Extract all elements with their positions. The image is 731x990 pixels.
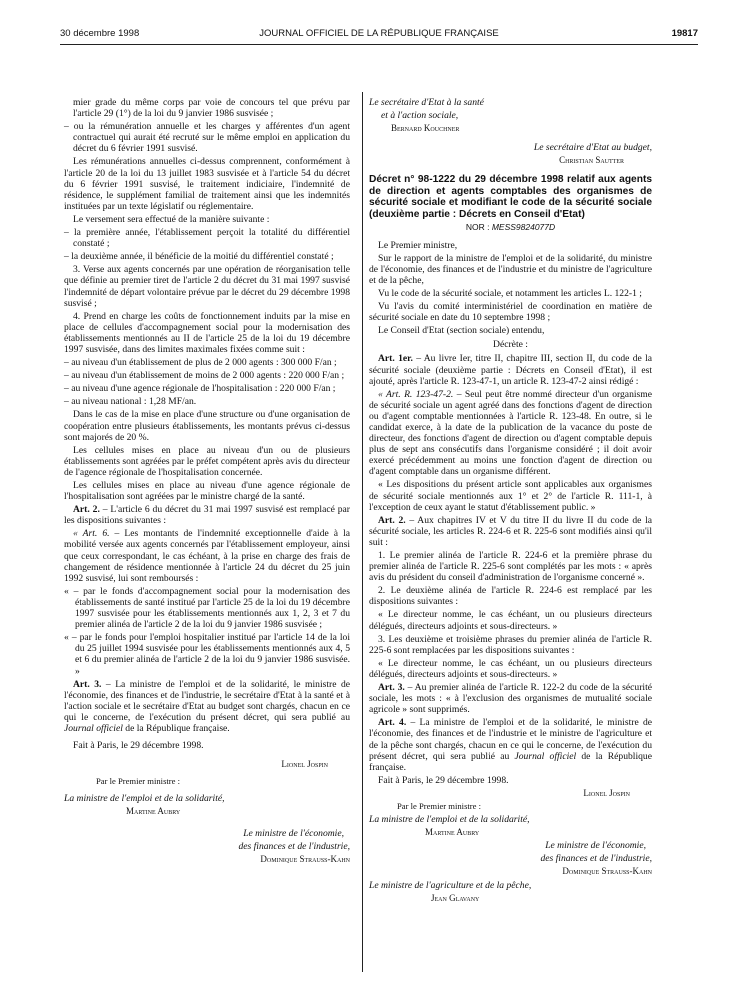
right-column — [369, 97, 652, 906]
list-item: – la première année, l'établissement perçoit la totalité du différentiel constaté ; — [64, 227, 350, 250]
signature-strauss-kahn: Dominique Strauss-Kahn — [260, 853, 350, 864]
signatory-title: et à l'action sociale, — [381, 110, 459, 122]
header-rule — [60, 44, 698, 45]
list-item: – au niveau d'un établissement de moins de 2 000 agents : 220 000 F/an ; — [64, 370, 345, 382]
article-label: Art. 2. — [378, 514, 406, 526]
header-date: 30 décembre 1998 — [60, 28, 140, 39]
paragraph: « Le directeur nomme, le cas échéant, un ou plusieurs directeurs délégués, directeurs adjoints et sous-directeurs. » — [369, 609, 652, 632]
signatory-title: Le ministre de l'économie, — [243, 827, 344, 839]
article-1 — [369, 353, 652, 386]
nor-reference — [369, 222, 652, 233]
signature-strauss-kahn: Dominique Strauss-Kahn — [562, 866, 652, 877]
article-2 — [64, 504, 350, 526]
decrete: Décrète : — [493, 339, 528, 351]
signatory-title: Le secrétaire d'Etat à la santé — [369, 97, 484, 108]
list-item: – ou la rémunération annuelle et les charges y afférentes d'un agent contractuel qui aurait été recruté sur le même emploi en application du décret du 6 février 1991 susvisé. — [64, 121, 350, 155]
fait-a-paris: Fait à Paris, le 29 décembre 1998. — [378, 774, 509, 786]
article-text: de la République française. — [369, 750, 652, 773]
page-header — [60, 28, 698, 42]
nor-code: MESS9824077D — [491, 222, 556, 233]
article-text: – La ministre de l'emploi et de la solidarité, le ministre de l'économie, des finances et de l'industrie et le ministre de l'agriculture et de la pêche sont chargés, chacun en ce qui le concerne, de l'exécution du présent décret, qui sera publié au — [369, 717, 652, 762]
article-text: – L'article 6 du décret du 31 mai 1997 susvisé est remplacé par les dispositions suivantes : — [64, 504, 350, 527]
paragraph: Vu le code de la sécurité sociale, et notamment les articles L. 122-1 ; — [378, 287, 642, 299]
signature-sautter: Christian Sautter — [559, 155, 624, 166]
par-premier-ministre: Par le Premier ministre : — [96, 776, 181, 787]
list-item: – au niveau d'une agence régionale de l'hospitalisation : 220 000 F/an ; — [64, 383, 336, 395]
paragraph: 1. Le premier alinéa de l'article R. 224-6 et la première phrase du premier alinéa de l'article R. 225-6 sont complétés par les mots : « après avis du président du conseil d'administration de l'organisme concerné ». — [369, 550, 652, 584]
article-4 — [369, 717, 652, 772]
decree-title: Décret n° 98-1222 du 29 décembre 1998 relatif aux agents de direction et agents comptables des organismes de sécurité sociale et modifiant le code de la sécurité sociale (deuxième partie : Décrets en Conseil d'Etat) — [369, 174, 652, 220]
article-text: – Au livre Ier, titre II, chapitre III, section II, du code de la sécurité sociale (deuxième partie : Décrets en Conseil d'Etat), il est ajouté, après l'article R. 123-47-1, un article R. 123-47-2 ainsi rédigé : — [369, 353, 652, 387]
signature-glavany: Jean Glavany — [431, 892, 480, 903]
paragraph: Les cellules mises en place au niveau d'une agence régionale de l'hospitalisation sont agréées par le ministre chargé de la santé. — [64, 480, 350, 503]
journal-ref: Journal officiel — [64, 722, 123, 734]
list-item: – au niveau national : 1,28 MF/an. — [64, 396, 197, 408]
article-6 — [64, 528, 350, 583]
paragraph: 3. Verse aux agents concernés par une opération de réorganisation telle que définie au premier tiret de l'article 2 du décret du 31 mai 1997 susvisé l'indemnité de départ volontaire prévue par le décret du 29 décembre 1998 susvisé ; — [64, 264, 350, 309]
article-text: – Au premier alinéa de l'article R. 122-2 du code de la sécurité sociale, les mots : « à l'exclusion des organismes de mutualité sociale agricole » sont supprimés. — [369, 682, 653, 716]
paragraph: Le versement sera effectué de la manière suivante : — [73, 213, 270, 225]
article-text: – Les montants de l'indemnité exceptionnelle d'aide à la mobilité versée aux agents concernés par l'établissement employeur, ainsi que ceux correspondant, le cas échéant, à la prise en charge des frais de changement de résidence mentionnée à l'article 24 du décret du 25 juin 1992 susvisé, lui sont remboursés : — [64, 528, 350, 584]
paragraph: « Les dispositions du présent article sont applicables aux organismes de sécurité sociale mentionnés aux 1° et 2° de l'article R. 111-1, à l'exception de ceux ayant le statut d'établissement public. » — [369, 479, 652, 513]
article-label: « Art. 6. — [73, 528, 110, 540]
paragraph: 3. Les deuxième et troisième phrases du premier alinéa de l'article R. 225-6 sont remplacées par les dispositions suivantes : — [369, 633, 652, 656]
paragraph: Les rémunérations annuelles ci-dessus comprennent, conformément à l'article 20 de la loi du 13 juillet 1983 susvisée et à l'article 54 du décret du 6 février 1991 susvisé, le traitement indiciaire, l'indemnité de résidence, le supplément familial de traitement ainsi que les indemnités instituées par un texte législatif ou réglementaire. — [64, 156, 350, 212]
article-label: Art. 4. — [378, 717, 407, 729]
article-label: « Art. R. 123-47-2. — [378, 388, 454, 400]
paragraph: Sur le rapport de la ministre de l'emploi et de la solidarité, du ministre de l'économie, des finances et de l'industrie et du ministre de l'agriculture et de la pêche, — [369, 252, 652, 286]
list-item: – la deuxième année, il bénéficie de la moitié du différentiel constaté ; — [64, 251, 334, 263]
signature-pm: Lionel Jospin — [281, 759, 328, 770]
article-r-123-47-2 — [369, 389, 652, 478]
paragraph: « Le directeur nomme, le cas échéant, un ou plusieurs directeurs délégués, directeurs adjoints et sous-directeurs. » — [369, 657, 652, 680]
article-label: Art. 2. — [73, 504, 100, 516]
paragraph: Le Premier ministre, — [378, 239, 458, 251]
paragraph: Dans le cas de la mise en place d'une structure ou d'une organisation de coopération entre plusieurs établissements, les montants prévus ci-dessus sont majorés de 20 %. — [64, 409, 350, 443]
column-divider — [362, 92, 363, 972]
paragraph: 2. Le deuxième alinéa de l'article R. 224-6 est remplacé par les dispositions suivantes : — [369, 585, 652, 608]
article-text: – Aux chapitres IV et V du titre II du livre II du code de la sécurité sociale, les articles R. 224-6 et R. 225-6 sont modifiés ainsi qu'il suit : — [369, 514, 652, 548]
header-journal-title: JOURNAL OFFICIEL DE LA RÉPUBLIQUE FRANÇAISE — [259, 28, 499, 39]
journal-ref: Journal officiel — [514, 750, 577, 762]
list-item: – au niveau d'un établissement de plus de 2 000 agents : 300 000 F/an ; — [64, 357, 337, 369]
header-page-number: 19817 — [671, 28, 698, 39]
article-label: Art. 1er. — [378, 353, 413, 365]
signatory-title: Le ministre de l'économie, — [545, 840, 646, 852]
article-label: Art. 3. — [73, 678, 102, 690]
list-item: « – par le fonds pour l'emploi hospitalier institué par l'article 14 de la loi du 25 juillet 1994 susvisée pour les établissements mentionnés aux 4, 5 et 6 du premier alinéa de l'article 2 de la loi du 9 janvier 1986 susvisée. » — [64, 632, 350, 677]
paragraph: Vu l'avis du comité interministériel de coordination en matière de sécurité sociale en date du 10 septembre 1998 ; — [369, 301, 652, 324]
signature-pm: Lionel Jospin — [583, 787, 630, 798]
signatory-title: des finances et de l'industrie, — [238, 840, 350, 852]
signatory-title: Le ministre de l'agriculture et de la pêche, — [369, 879, 532, 891]
signatory-title: Le secrétaire d'Etat au budget, — [533, 142, 652, 154]
article-text: – Seul peut être nommé directeur d'un organisme de sécurité sociale un agent agréé dans des fonctions d'agent de direction ou d'agent comptable mentionnées à l'article R. 123-48. En outre, si le candidat exerce, à la date de la publication de la vacance du poste de directeur, des fonctions d'agent de direction ou d'agent comptable depuis plus de sept ans consécutifs dans l'organisme considéré ; il doit avoir exercé précédemment au moins une fonction d'agent de direction ou d'agent comptable dans un organisme différent. — [369, 388, 652, 478]
list-item: « – par le fonds d'accompagnement social pour la modernisation des établissements de santé institué par l'article 25 de la loi du 19 décembre 1997 susvisée pour les établissements mentionnés aux 1, 2, 3 et 7 du premier alinéa de l'article 2 de la loi du 9 janvier 1986 susvisée ; — [64, 585, 350, 631]
signatory-title: La ministre de l'emploi et de la solidarité, — [369, 814, 530, 826]
paragraph: 4. Prend en charge les coûts de fonctionnement induits par la mise en place de cellules d'accompagnement social pour la modernisation des établissements mentionnés au II de l'article 25 de la loi du 19 décembre 1997 susvisée, dans des limites maximales fixées comme suit : — [64, 310, 350, 355]
paragraph: Les cellules mises en place au niveau d'un ou de plusieurs établissements sont agréées par le préfet compétent après avis du directeur de l'agence régionale de l'hospitalisation concernée. — [64, 444, 350, 478]
signatory-title: des finances et de l'industrie, — [540, 853, 652, 865]
signatory-title: La ministre de l'emploi et de la solidarité, — [64, 793, 225, 805]
left-column — [64, 97, 350, 867]
nor-label: NOR : — [465, 222, 492, 233]
signature-aubry: Martine Aubry — [425, 827, 480, 838]
paragraph: mier grade du même corps par voie de concours tel que prévu par l'article 29 (1°) de la loi du 9 janvier 1986 susvisée ; — [73, 97, 350, 120]
article-text: de la République française. — [122, 722, 230, 734]
par-premier-ministre: Par le Premier ministre : — [397, 800, 482, 811]
article-label: Art. 3. — [378, 682, 405, 694]
paragraph: Le Conseil d'Etat (section sociale) entendu, — [378, 325, 545, 337]
signature-kouchner: Bernard Kouchner — [391, 123, 460, 134]
article-3 — [64, 679, 350, 734]
article-text: – La ministre de l'emploi et de la solidarité, le ministre de l'économie, des finances et de l'industrie, le secrétaire d'Etat à la santé et à l'action sociale et le secrétaire d'Etat au budget sont chargés, chacun en ce qui le concerne, de l'exécution du présent décret, qui sera publié au — [64, 678, 351, 723]
article-3 — [369, 682, 652, 715]
article-2 — [369, 515, 652, 548]
fait-a-paris: Fait à Paris, le 29 décembre 1998. — [73, 740, 204, 752]
signature-aubry: Martine Aubry — [126, 806, 181, 817]
